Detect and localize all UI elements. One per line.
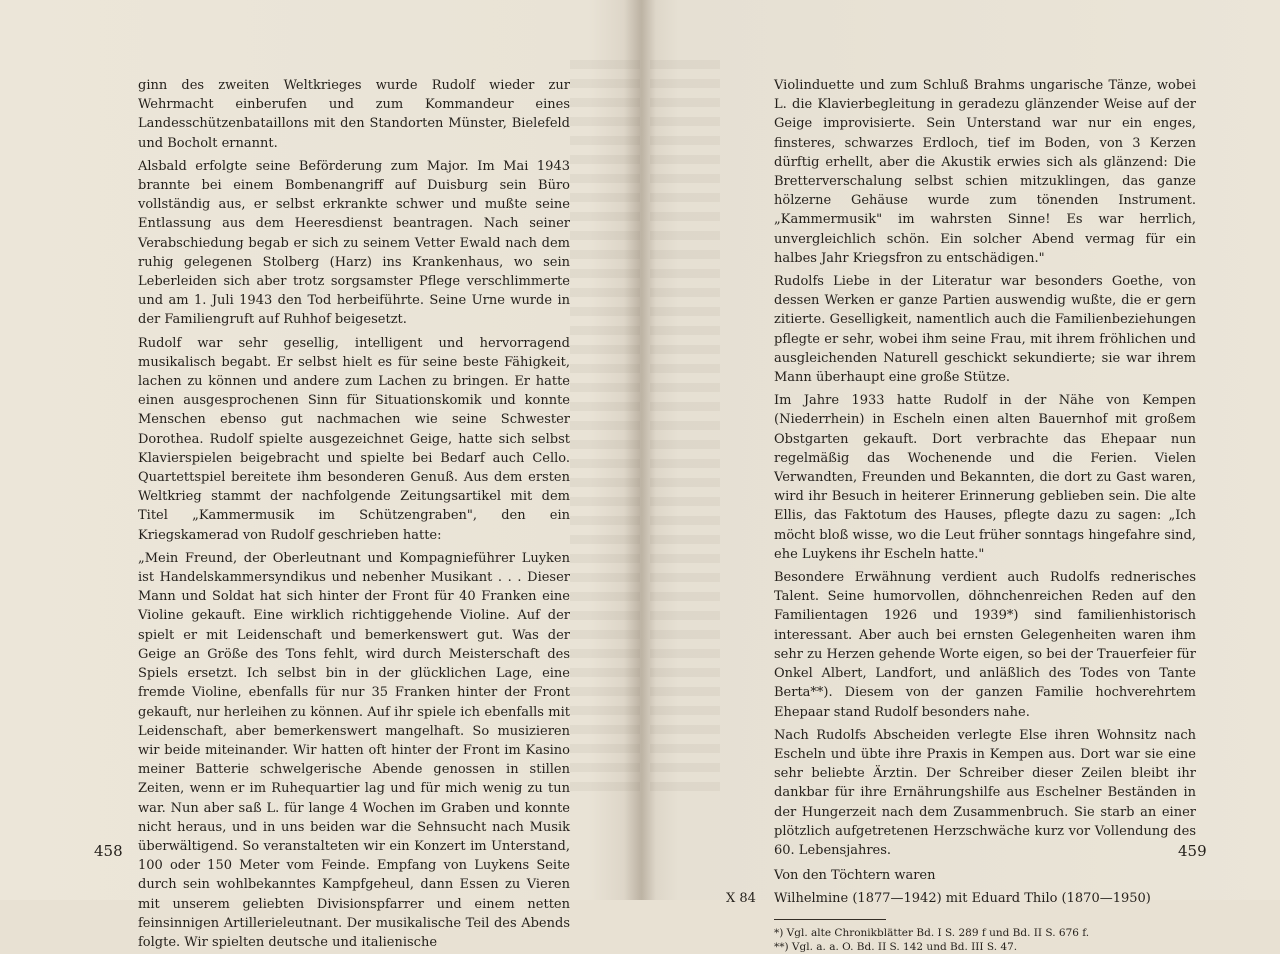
left-page-text: [138, 76, 570, 952]
show-through-text: [650, 60, 720, 800]
paragraph: ginn des zweiten Weltkrieges wurde Rudolf wieder zur Wehrmacht einberufen und zum Kommandeur eines Landesschützenbataillons mit den Standorten Münster, Bielefeld und Bocholt ernannt.: [138, 78, 570, 151]
show-through-text: [570, 60, 640, 800]
paragraph: Alsbald erfolgte seine Beförderung zum Major. Im Mai 1943 brannte bei einem Bombenangriff auf Duisburg sein Büro vollständig aus, er selbst erkrankte schwer und mußte seine Entlassung aus dem Heeresdienst beantragen. Nach seiner Verabschiedung begab er sich zu seinem Vetter Ewald nach dem ruhig gelegenen Stolberg (Harz) ins Krankenhaus, wo sein Leberleiden sich aber trotz sorgsamster Pflege verschlimmerte und am 1. Juli 1943 den Tod herbeiführte. Seine Urne wurde in der Familiengruft auf Ruhhof beigesetzt.: [138, 158, 570, 328]
daughters-intro: Von den Töchtern waren: [774, 868, 936, 884]
right-page: [640, 0, 1280, 953]
paragraph: Violinduette und zum Schluß Brahms ungarische Tänze, wobei L. die Klavierbegleitung in geradezu glänzender Weise auf der Geige improvisierte. Sein Unterstand war nur ein enges, finsteres, schwarzes Erdloch, tief im Boden, von 3 Kerzen dürftig erhellt, aber die Akustik erwies sich als glänzend: Die Bretterverschalung selbst schien mitzuklingen, das ganze hölzerne Gehäuse wurde zum tönenden Instrument. „Kammermusik" im wahrsten Sinne! Es war herrlich, unvergleichlich schön. Ein solcher Abend vermag für ein halbes Jahr Kriegsfron zu entschädigen.": [774, 78, 1196, 266]
entry-number: X 84: [726, 891, 756, 907]
footnote-rule: [774, 919, 886, 920]
left-page: [0, 0, 640, 950]
footnote: *) Vgl. alte Chronikblätter Bd. I S. 289 f und Bd. II S. 676 f.: [774, 926, 1090, 939]
paragraph: Nach Rudolfs Abscheiden verlegte Else ihren Wohnsitz nach Escheln und übte ihre Praxis in Kempen aus. Dort war sie eine sehr beliebte Ärztin. Der Schreiber dieser Zeilen bleibt ihr dankbar für ihre Ernährungshilfe aus Eschelner Beständen in der Hungerzeit nach dem Zusammenbruch. Sie starb an einer plötzlich aufgetretenen Herzschwäche kurz vor Vollendung des 60. Lebensjahres.: [774, 727, 1196, 858]
paragraph: Rudolf war sehr gesellig, intelligent und hervorragend musikalisch begabt. Er selbst hielt es für seine beste Fähigkeit, lachen zu können und andere zum Lachen zu bringen. Er hatte einen ausgesprochenen Sinn für Situationskomik und konnte Menschen ebenso gut nachmachen wie seine Schwester Dorothea. Rudolf spielte ausgezeichnet Geige, hatte sich selbst Klavierspielen beigebracht und spielte bei Bedarf auch Cello. Quartettspiel bereitete ihm besonderen Genuß. Aus dem ersten Weltkrieg stammt der nachfolgende Zeitungsartikel mit dem Titel „Kammermusik im Schützengraben", den ein Kriegskamerad von Rudolf geschrieben hatte:: [138, 335, 570, 543]
paragraph: Im Jahre 1933 hatte Rudolf in der Nähe von Kempen (Niederrhein) in Escheln einen alten Bauernhof mit großem Obstgarten gekauft. Dort verbrachte das Ehepaar nun regelmäßig das Wochenende und die Ferien. Vielen Verwandten, Freunden und Bekannten, die dort zu Gast waren, wird ihr Besuch in heiterer Erinnerung geblieben sein. Die alte Ellis, das Faktotum des Hauses, pflegte dazu zu sagen: „Ich möcht bloß wisse, wo die Leut früher sonntags hingefahre sind, ehe Luykens ihr Escheln hatte.": [774, 393, 1196, 562]
page-number-left: 458: [94, 842, 123, 860]
paragraph: Rudolfs Liebe in der Literatur war besonders Goethe, von dessen Werken er ganze Partien auswendig wußte, die er gern zitierte. Geselligkeit, namentlich auch die Familienbeziehungen pflegte er sehr, wobei ihm seine Frau, mit ihrem fröhlichen und ausgleichenden Naturell geschickt sekundierte; sie war ihrem Mann überhaupt eine große Stütze.: [774, 274, 1196, 386]
footnote: **) Vgl. a. a. O. Bd. II S. 142 und Bd. III S. 47.: [774, 940, 1018, 953]
entry-text: Wilhelmine (1877—1942) mit Eduard Thilo (1870—1950): [774, 891, 1151, 907]
right-page-text: [726, 76, 1196, 954]
genealogy-entry: [726, 889, 1196, 908]
newspaper-quote: „Mein Freund, der Oberleutnant und Kompagnieführer Luyken ist Handelskammersyndikus und nebenher Musikant . . . Dieser Mann und Soldat hat sich hinter der Front für 40 Franken eine Violine gekauft. Eine wirklich richtiggehende Violine. Auf der spielt er mit Leidenschaft und bemerkenswert gut. Was der Geige an Größe des Tons fehlt, wird durch Meisterschaft des Spiels ersetzt. Ich selbst bin in der glücklichen Lage, eine fremde Violine, ebenfalls für nur 35 Franken hinter der Front gekauft, nur herleihen zu können. Auf ihr spiele ich ebenfalls mit Leidenschaft, aber bemerkenswert mangelhaft. So musizieren wir beide miteinander. Wir hatten oft hinter der Front im Kasino meiner Batterie schwelgerische Abende genossen in stillen Zeiten, wenn er im Ruhequartier lag und für mich wenig zu tun war. Nun aber saß L. für lange 4 Wochen im Graben und konnte nicht heraus, und in uns beiden war die Sehnsucht nach Musik überwältigend. So veranstalteten wir ein Konzert im Unterstand, 100 oder 150 Meter vom Feinde. Empfang von Luykens Seite durch sein wohlbekanntes Kampfgeheul, dann Essen zu Vieren mit unserem geliebten Divisionspfarrer und einem netten feinsinnigen Artillerieleutnant. Der musikalische Teil des Abends folgte. Wir spielten deutsche und italienische: [138, 550, 570, 950]
paragraph: Besondere Erwähnung verdient auch Rudolfs rednerisches Talent. Seine humorvollen, döhnchenreichen Reden auf den Familientagen 1926 und 1939*) sind familienhistorisch interessant. Aber auch bei ernsten Gelegenheiten waren ihm sehr zu Herzen gehende Worte eigen, so bei der Trauerfeier für Onkel Albert, Landfort, und anläßlich des Todes von Tante Berta**). Diesem von der ganzen Familie hochverehrtem Ehepaar stand Rudolf besonders nahe.: [774, 570, 1196, 720]
page-number-right: 459: [1178, 842, 1207, 860]
